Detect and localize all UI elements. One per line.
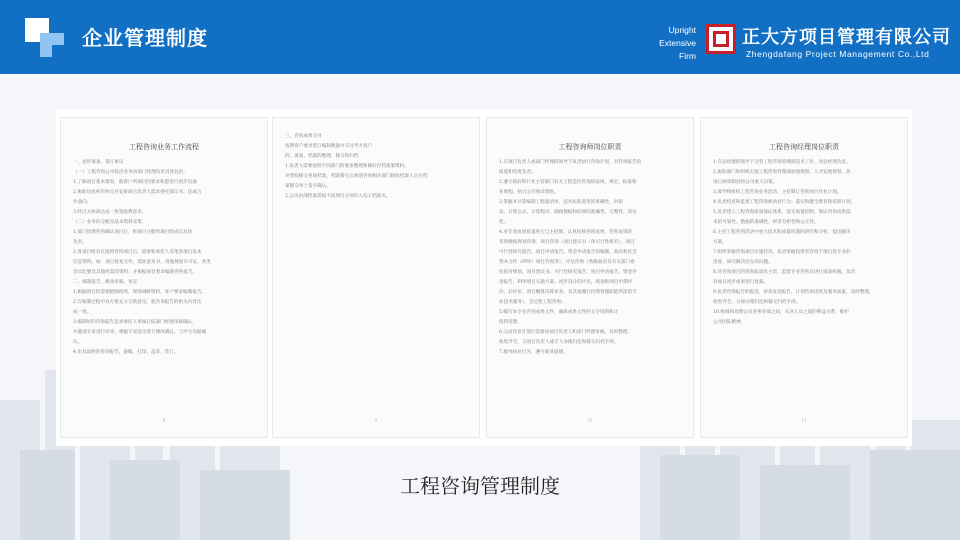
document-line: 收集齐全，交项目负责人或专人办理归还和移交归档手续。 <box>499 340 619 345</box>
page-number: 9 <box>374 418 378 423</box>
document-title: 工程咨询业务工作流程 <box>129 143 199 151</box>
document-line: 业技术服务），全过程工程咨询； <box>499 300 566 305</box>
company-logo-icon <box>706 24 736 54</box>
document-line: 8.对咨询项目的咨询质量负主责，监督专业咨询员进行质量校核；负责 <box>713 270 856 275</box>
document-line: 进度、研究解决存在的问题。 <box>713 260 773 265</box>
document-line: 2.在编制过程中双方要充分交换意见，就咨询报告的相关内容达 <box>73 300 202 305</box>
document-line: 资本合作（PPP）项目咨询等），评估咨询（各级政府及有关部门委 <box>499 260 635 265</box>
document-line: 3.领导和组织工程咨询业务活动，主持制订咨询项目作业计划。 <box>713 190 842 195</box>
tagline-line: Firm <box>679 51 696 61</box>
document-line: 一、初步准备，签订协议 <box>73 160 124 165</box>
document-line: 9.负责咨询报告的报送，审查发送报告，计划咨询进度及服务质量，及时整理， <box>713 290 874 295</box>
document-line: 3.编制好的咨询报告征求委托人审核后报部门经理审核确认， <box>73 320 197 325</box>
tagline-line: Upright <box>668 25 696 35</box>
document-line: 性。 <box>499 220 509 225</box>
document-line: 并邀请专家进行评审。根据专家意见进行修改确认，与甲方沟通确 <box>73 330 207 335</box>
document-line: 价，后评价，项目概算决算审查，及其他履行投资管理职能所需的专 <box>499 290 637 295</box>
document-page <box>272 117 480 438</box>
document-line: 7.组织掌握咨询项目实施状况，负责掌握投资者咨询于项目各专业的 <box>713 250 851 255</box>
document-line: 1.部门经理咨询确认项目后，将项目分配给项目组成员具体 <box>73 230 193 235</box>
document-line: （二）业务的分配及基本资料采集 <box>73 220 142 225</box>
document-title: 工程咨询师岗位职责 <box>558 143 622 151</box>
document-line: 5.编写本专业咨询成果文件，确保成果文件的文字说明和计 <box>499 310 619 315</box>
document-line: 托的对规划、项目建议书、可行性研究报告、项目申请报告、资金申 <box>499 270 637 275</box>
document-line: 请报告、PPP项目实施方案、初步设计的评估，规划和项目中期评 <box>499 280 633 285</box>
document-line: 2.协助部门和组织实施工程咨询管理部加强规划、人才发展规划，各 <box>713 170 851 175</box>
document-line: 质量和进度负责。 <box>499 170 536 175</box>
document-line: 四、备案、档案的整理、移交和归档 <box>285 154 359 159</box>
document-line: 会议纪要及其他所需的资料；并根据项目要求编制咨询报告。 <box>73 270 198 275</box>
document-line: 案移交单上签字确认。 <box>285 184 331 189</box>
document-line: 项目规章制度和公司重大决策。 <box>713 180 778 185</box>
document-line: 4.出具最终的咨询报告，备编、打印、盖章、装订。 <box>73 350 179 355</box>
document-line: 负责。 <box>73 240 87 245</box>
document-page <box>60 117 268 438</box>
document-line: 法、计算公式、计算程序、确保数据和结果的准确性、完整性、真实 <box>499 210 637 215</box>
page-number: 10 <box>587 418 593 423</box>
document-line: 认。 <box>73 340 83 345</box>
document-line: 6.主持工程咨询活动中重大技术和质量问题的研究和分析，提出解决 <box>713 230 851 235</box>
document-line: 7.服务执业行为，遵守职业道德。 <box>499 350 568 355</box>
document-line: 三、咨询成果交付 <box>285 134 322 139</box>
slide-caption: 工程咨询管理制度 <box>400 474 560 498</box>
document-line: 各项数据规划咨询，项目咨询（项目建议书（预可行性研究），项目 <box>499 240 635 245</box>
document-line: 1.负责人需要按照不同部门的要求整理和做好存档备案资料， <box>285 164 409 169</box>
header-bar <box>0 0 960 74</box>
document-line: 可行性研究报告，项目申请报告、资金申请报告的编制，政府和社会 <box>499 250 637 255</box>
page-number: 8 <box>162 418 166 423</box>
document-line: 3.掌握并计算编制工程量清单、技术标准选用的准确性，对拟 <box>499 200 623 205</box>
page-number: 11 <box>801 418 807 423</box>
document-line: 按照客户要求装订编制数量并交付甲方客户 <box>285 144 373 149</box>
document-line: 2.公司由部档案需按不同项目分别存入电子档案夹。 <box>285 194 391 199</box>
document-title: 工程咨询经理岗位职责 <box>769 143 839 151</box>
brand-squares-icon <box>25 18 65 58</box>
document-line: 对项目初步成果进行复核。 <box>713 280 769 285</box>
document-line: 1.了解项目基本情况，就客户所项目的要求和愿进行初步沟通 <box>73 180 197 185</box>
document-line: （一）工程咨询公司接洽业务由部门经理负责具体包括： <box>73 170 188 175</box>
document-line: 并型收移交各项档案，档案移交后须请咨询相关部门接收档案人员在档 <box>285 174 428 179</box>
document-line: 方案。 <box>713 240 727 245</box>
document-line: 4.对专业成果质量进行自主控制，认真校核咨询成果，咨询成果的 <box>499 230 633 235</box>
document-line: 1.在项目负责人或部门经理的领导下负责执行咨询计划，对咨询报告的 <box>499 160 642 165</box>
document-line: 信息资料，如：项目批复文件、选址意见书、用地规划许可证、各类 <box>73 260 211 265</box>
company-name-cn: 正大方项目管理有限公司 <box>742 27 951 48</box>
document-line: 1.在总经理的领导下分管工程咨询管理部技术工作，对总经理负责。 <box>713 160 851 165</box>
document-line: 10.协调和处理公司各事业部之间，从业人员之间的利益关系，维护 <box>713 310 849 315</box>
document-line: 5.负责建立工程咨询质量保证体系，落实质量控制，保证咨询成果技 <box>713 210 851 215</box>
document-line: 二、编制报告，修改审核，审定 <box>73 280 138 285</box>
document-line: 6.完成作业计划后需要由项目负责人和部门经理审核，及时整理， <box>499 330 633 335</box>
document-line: 2.各项目组有在接到咨询项目后，需要和委托人采集各项目基本 <box>73 250 202 255</box>
document-line: 术的可靠性、数据的准确性，经济分析性和公正性。 <box>713 220 819 225</box>
document-line: 公司团队精神。 <box>713 320 746 325</box>
document-line: 4.负责检查和监督工程咨询师执业行为；落实和健全教育和培训计划。 <box>713 200 856 205</box>
document-line: 3.经过方协商达成一致签收费意见。 <box>73 210 147 215</box>
document-line: 2.遵守政府和行业主管部门有关工程造价咨询的法规、规定、标准和 <box>499 180 637 185</box>
tagline <box>636 24 696 63</box>
document-line: 成一致。 <box>73 310 92 315</box>
document-line: 业规程，执行公司规章制度。 <box>499 190 559 195</box>
document-line: 值得清楚。 <box>499 320 522 325</box>
tagline-line: Extensive <box>659 38 696 48</box>
company-name-en: Zhengdafang Project Management Co.,Ltd <box>746 49 930 59</box>
document-page <box>486 117 694 438</box>
document-line: 1.根据项目的需要踏勘现场，现场调研资料，客户要求编制报告。 <box>73 290 207 295</box>
document-line: 收集齐全，分部办理归还和移交归档手续。 <box>713 300 801 305</box>
document-page <box>700 117 908 438</box>
document-line: 2.协助达成初步协议并安排项目负责人需求委托拟议书、达成合 <box>73 190 202 195</box>
document-line: 作意向。 <box>73 200 92 205</box>
page-title: 企业管理制度 <box>82 26 208 50</box>
